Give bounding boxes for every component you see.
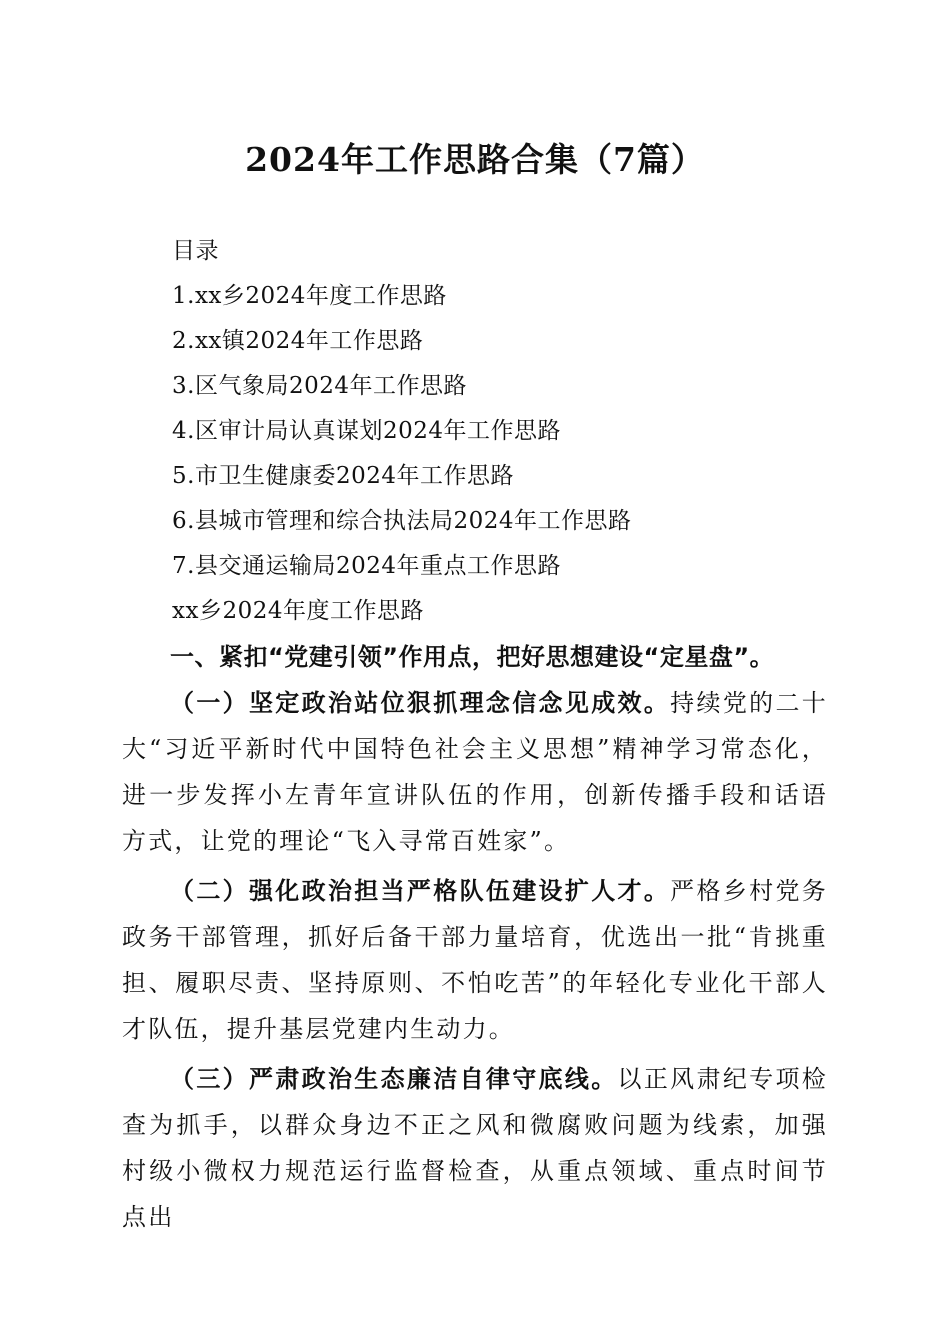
section-title: xx乡2024年度工作思路 — [172, 598, 424, 624]
paragraph-lead: （二）强化政治担当严格队伍建设扩人才。 — [170, 876, 671, 905]
document-body — [122, 634, 828, 1244]
body-paragraph — [122, 868, 828, 1052]
toc-item: 4.区审计局认真谋划2024年工作思路 — [172, 418, 561, 444]
toc-item: 5.市卫生健康委2024年工作思路 — [172, 463, 514, 489]
toc-item: 1.xx乡2024年度工作思路 — [172, 283, 447, 309]
toc-heading: 目录 — [172, 238, 219, 264]
paragraph-text: 以正风肃纪专项检查为抓手，以群众身边不正之风和微腐败问题为线索，加强村级小微权力规范运行监督检查，从重点领域、重点时间节点出 — [122, 1065, 828, 1231]
section-heading: 一、紧扣“党建引领”作用点，把好思想建设“定星盘”。 — [170, 643, 775, 671]
body-paragraph — [122, 1056, 828, 1240]
document-title: 2024年工作思路合集（7篇） — [245, 140, 705, 179]
toc-item: 6.县城市管理和综合执法局2024年工作思路 — [172, 508, 632, 534]
body-paragraph — [122, 680, 828, 864]
toc-item: 7.县交通运输局2024年重点工作思路 — [172, 553, 561, 579]
paragraph-lead: （一）坚定政治站位狠抓理念信念见成效。 — [170, 688, 671, 717]
paragraph-text: 持续党的二十大“习近平新时代中国特色社会主义思想”精神学习常态化，进一步发挥小左青年宣讲队伍的作用，创新传播手段和话语方式，让党的理论“飞入寻常百姓家”。 — [122, 689, 828, 855]
toc-item: 2.xx镇2024年工作思路 — [172, 328, 424, 354]
paragraph-lead: （三）严肃政治生态廉洁自律守底线。 — [170, 1064, 618, 1093]
toc-item: 3.区气象局2024年工作思路 — [172, 373, 467, 399]
paragraph-text: 严格乡村党务政务干部管理，抓好后备干部力量培育，优选出一批“肯挑重担、履职尽责、坚持原则、不怕吃苦”的年轻化专业化干部人才队伍，提升基层党建内生动力。 — [122, 877, 828, 1043]
table-of-contents — [172, 229, 631, 634]
